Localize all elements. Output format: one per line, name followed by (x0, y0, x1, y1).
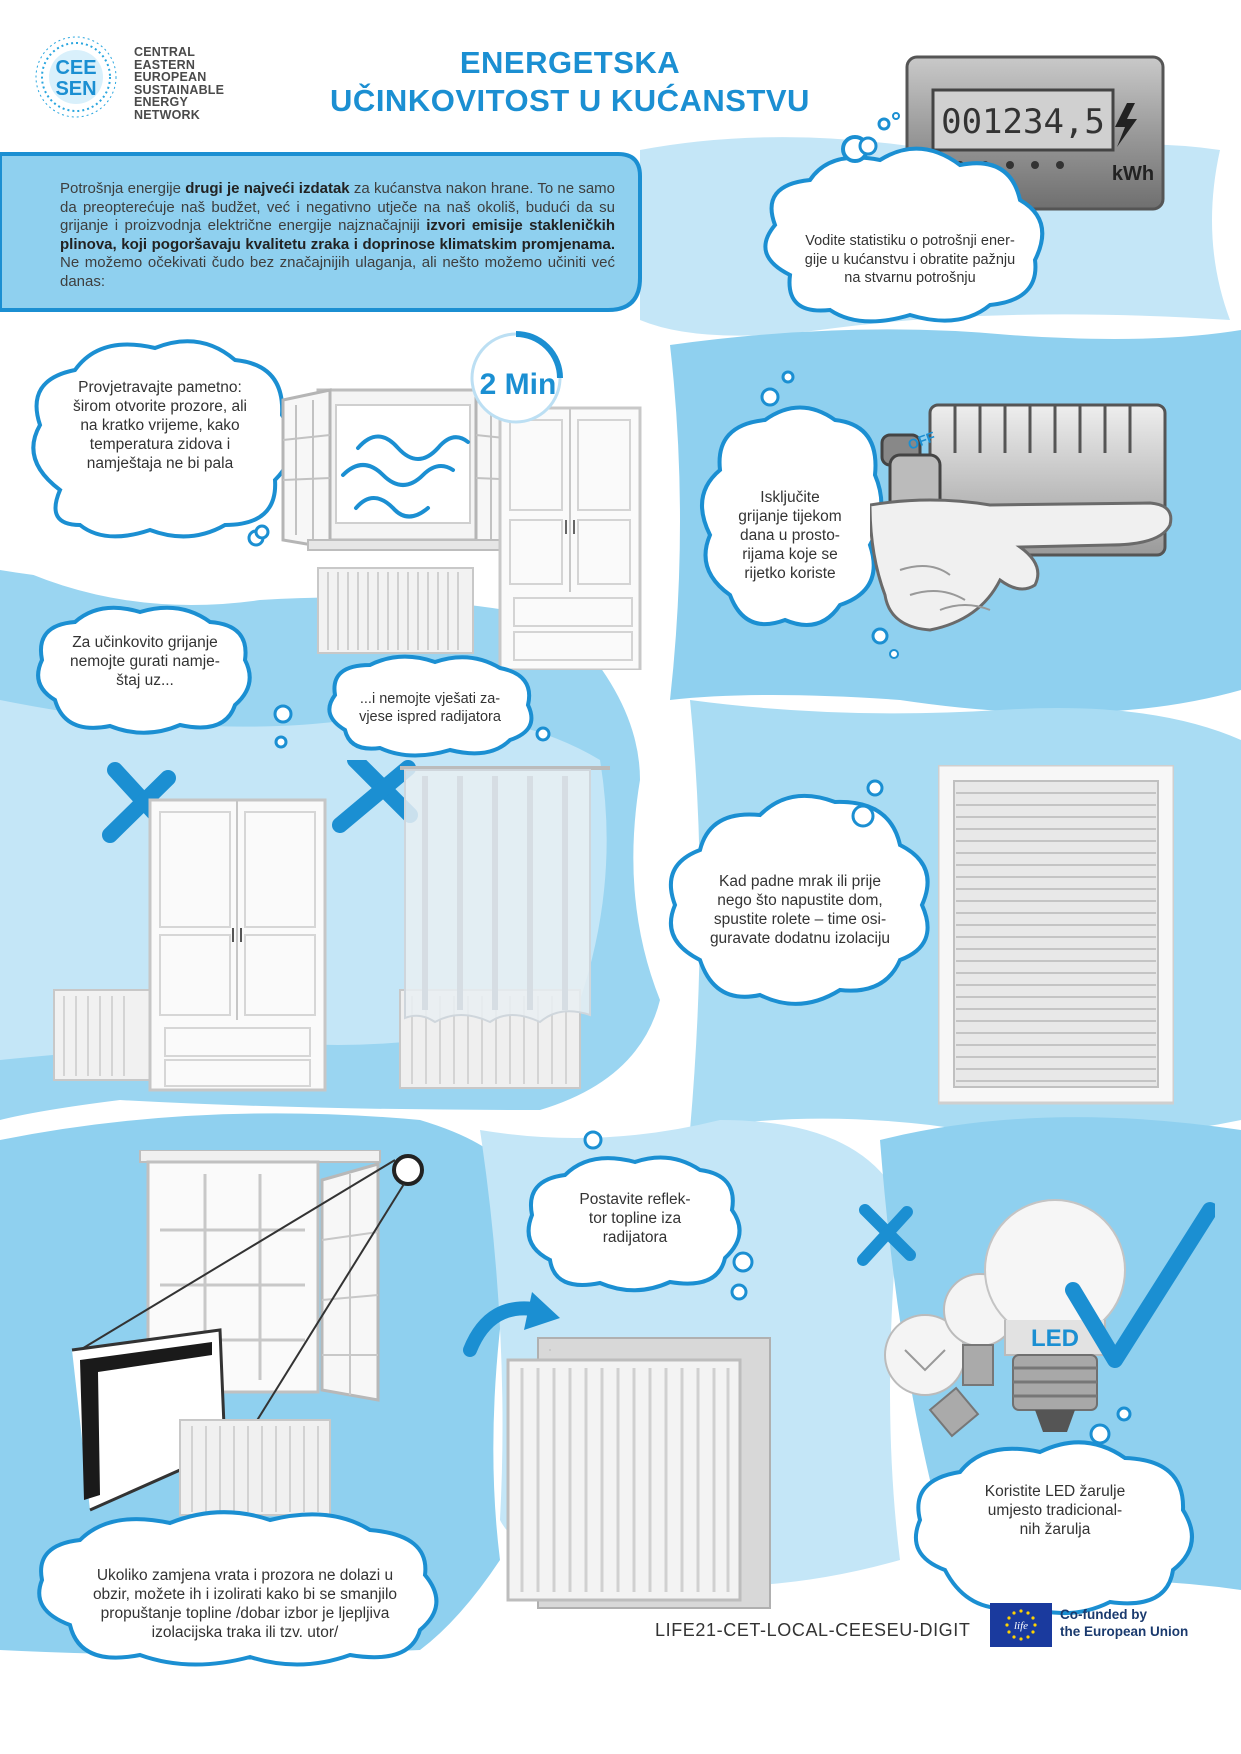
tip-line: spustite rolete – time osi- (713, 911, 887, 928)
intro-part: za kućanstva nakon hrane. To ne samo da preopterećuje naš budžet, već i negativno utječe na naš okoliš, budući da su grijanje i proizvodnja električne energije najznačajniji (60, 180, 616, 235)
logo-wordmark (134, 46, 224, 121)
tip-line: dana u prosto- (740, 527, 840, 544)
tip-line: nego što napustite dom, (717, 892, 883, 909)
eu-flag-icon (990, 1603, 1052, 1647)
roller-shutter-illustration (938, 765, 1174, 1105)
cloud-bubbles (525, 718, 565, 758)
tip-line: nemojte gurati namje- (70, 653, 220, 670)
cloud-bubbles (740, 352, 800, 412)
tip-line: rijama koje se (742, 546, 838, 563)
eu-line: the European Union (1060, 1624, 1189, 1639)
led-label: LED (1031, 1325, 1079, 1352)
wrong-x-icon (340, 760, 410, 825)
logo-mark-bottom: SEN (55, 78, 97, 100)
tip-curtains (340, 690, 520, 726)
intro-part: Potrošnja energije (60, 180, 186, 197)
ventilation-scene (278, 330, 658, 670)
tip-line: Koristite LED žarulje (984, 1483, 1126, 1500)
logo-line: SUSTAINABLE (134, 82, 225, 97)
window-insulation-scene (60, 1150, 480, 1520)
tip-line: Vodite statistiku o potrošnji ener- (805, 233, 1015, 249)
eu-line: Co-funded by (1060, 1607, 1147, 1622)
eu-funding-text (1060, 1606, 1188, 1640)
tip-line: Isključite (760, 489, 820, 506)
tip-line: guravate dodatnu izolaciju (709, 930, 891, 947)
tip-reflector (540, 1190, 730, 1247)
tip-line: nih žarulja (1019, 1521, 1091, 1538)
tip-line: rijetko koriste (744, 565, 836, 582)
logo-line: NETWORK (134, 107, 200, 122)
timer-icon (470, 340, 570, 420)
timer-label: 2 Min (479, 368, 557, 401)
cloud-bubbles (1080, 1400, 1150, 1450)
intro-bold: drugi je najveći izdatak (185, 180, 350, 197)
tip-line: izolacijska traka ili tzv. utor/ (151, 1624, 339, 1641)
tip-led (935, 1482, 1175, 1539)
logo-line: CENTRAL (134, 45, 196, 59)
meter-reading: 001234,5 (941, 102, 1105, 142)
intro-part: Ne možemo očekivati čudo bez značajnijih ulaganja, ali nešto možemo učiniti već danas: (60, 254, 615, 290)
tip-shutters (680, 872, 920, 948)
tip-line: na kratko vrijeme, kako (80, 417, 240, 434)
tip-line: Za učinkovito grijanje (72, 634, 218, 651)
logo-line: ENERGY (134, 95, 188, 109)
cloud-bubbles (840, 110, 900, 170)
tip-statistics (790, 232, 1030, 288)
tip-line: umjesto tradicional- (987, 1502, 1123, 1519)
tip-line: Provjetravajte pametno: (78, 379, 242, 396)
furniture-curtains-scene (40, 760, 620, 1100)
tip-line: ...i nemojte vješati za- (359, 691, 501, 707)
off-label: OFF (905, 428, 938, 453)
life-logo: life (1013, 1620, 1029, 1632)
cloud-bubbles (575, 1120, 615, 1160)
tip-line: obzir, možete ih i izolirati kako bi se smanjilo (92, 1586, 398, 1603)
title-line-2: UČINKOVITOST U KUĆANSTVU (330, 83, 810, 118)
tip-line: tor topline iza (588, 1210, 682, 1227)
intro-text (60, 180, 615, 292)
ceesen-logo (24, 32, 128, 122)
tip-line: temperatura zidova i (89, 436, 231, 453)
title-line-1: ENERGETSKA (459, 45, 681, 80)
tip-line: štaj uz... (116, 672, 174, 689)
reflector-radiator-illustration (460, 1290, 820, 1620)
intro-bold: izvori emisije stakleničkih plinova, koji pogoršavaju kvalitetu zraka i doprinose klimatskim promjenama. (60, 217, 615, 253)
tip-insulate (60, 1566, 430, 1642)
thermostat-hand-illustration (870, 395, 1190, 665)
meter-unit: kWh (1111, 163, 1155, 185)
tip-line: Ukoliko zamjena vrata i prozora ne dolazi u (96, 1567, 394, 1584)
tip-line: grijanje tijekom (738, 508, 842, 525)
tip-line: propuštanje topline /dobar izbor je ljepljiva (100, 1605, 390, 1622)
cloud-bubbles (265, 700, 315, 760)
tip-heating-off (710, 488, 870, 583)
page-title (290, 44, 850, 120)
logo-line: EUROPEAN (134, 70, 207, 84)
cloud-bubbles (248, 520, 278, 550)
logo-mark-top: CEE (55, 57, 97, 79)
tip-line: na stvarnu potrošnju (844, 270, 976, 286)
wrong-x-icon (863, 1210, 910, 1260)
project-code: LIFE21-CET-LOCAL-CEESEU-DIGIT (655, 1620, 971, 1640)
logo-line: EASTERN (134, 57, 196, 72)
tip-line: Kad padne mrak ili prije (719, 873, 881, 890)
cloud-bubbles (835, 770, 895, 830)
tip-line: gije u kućanstvu i obratite pažnju (804, 251, 1016, 268)
tip-line: vjese ispred radijatora (359, 709, 501, 725)
tip-line: širom otvorite prozore, ali (72, 398, 247, 415)
tip-furniture (55, 633, 235, 690)
tip-line: Postavite reflek- (579, 1191, 691, 1208)
tip-line: radijatora (602, 1229, 668, 1246)
tip-ventilate (40, 378, 280, 473)
tip-line: namještaja ne bi pala (86, 455, 234, 472)
